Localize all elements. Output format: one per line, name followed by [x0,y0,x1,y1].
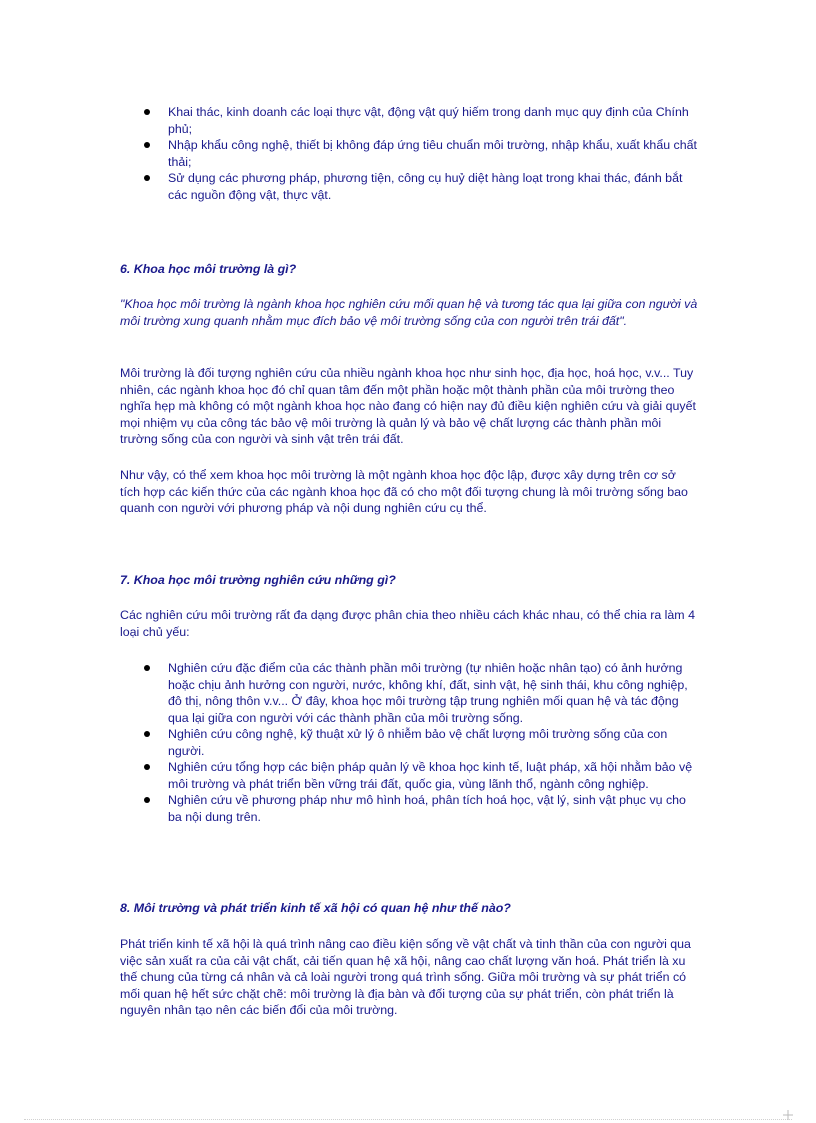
section-8-paragraph-1: Phát triển kinh tế xã hội là quá trình nâng cao điều kiện sống về vật chất và tinh thần của con người qua việc sản xuất ra của cải vật chất, cải tiến quan hệ xã hội, nâng cao chất lượng văn hoá. Phát triển là xu thế chung của từng cá nhân và cả loài người trong quá trình sống. Giữa môi trường và sự phát triển có mối quan hệ hết sức chặt chẽ: môi trường là địa bàn và đối tượng của sự phát triển, còn phát triển là nguyên nhân tạo nên các biến đổi của môi trường. [120,937,691,1017]
list-item [120,104,698,137]
bullet-icon [144,142,150,148]
bullet-icon [144,175,150,181]
bullet-icon [144,797,150,803]
section-6-quote: "Khoa học môi trường là ngành khoa học nghiên cứu mối quan hệ và tương tác qua lại giữa con người và môi trường xung quanh nhằm mục đích bảo vệ môi trường sống của con người trên trái đất". [120,297,698,328]
section-6-heading: 6. Khoa học môi trường là gì? [120,262,297,276]
section-6-paragraph-1: Môi trường là đối tượng nghiên cứu của nhiều ngành khoa học như sinh học, địa học, hoá học, v.v... Tuy nhiên, các ngành khoa học đó chỉ quan tâm đến một phần hoặc một thành phần của môi trường theo nghĩa hẹp mà không có một ngành khoa học nào đang có hiện nay đủ điều kiện nghiên cứu và giải quyết mọi nhiệm vụ của công tác bảo vệ môi trường là quản lý và bảo vệ chất lượng các thành phần môi trường sống của con người và sinh vật trên trái đất. [120,366,696,446]
list-item-text: Nghiên cứu đặc điểm của các thành phần môi trường (tự nhiên hoặc nhân tạo) có ảnh hưởng hoặc chịu ảnh hưởng con người, nước, không khí, đất, sinh vật, hệ sinh thái, khu công nghiệp, đô thị, nông thôn v.v... Ở đây, khoa học môi trường tập trung nghiên mối quan hệ và tác động qua lại giữa con người với các thành phần của môi trường sống. [168,661,688,725]
list-item [120,726,698,759]
bullet-icon [144,109,150,115]
section-7-bullet-list [120,660,698,825]
list-item-text: Nghiên cứu công nghệ, kỹ thuật xử lý ô nhiễm bảo vệ chất lượng môi trường sống của con người. [168,727,668,758]
list-item-text: Nghiên cứu về phương pháp như mô hình hoá, phân tích hoá học, vật lý, sinh vật phục vụ cho ba nội dung trên. [168,793,686,824]
list-item [120,759,698,792]
list-item [120,792,698,825]
list-item-text: Nhập khẩu công nghệ, thiết bị không đáp ứng tiêu chuẩn môi trường, nhập khẩu, xuất khẩu chất thải; [168,138,697,169]
list-item [120,170,698,203]
list-item-text: Nghiên cứu tổng hợp các biện pháp quản lý về khoa học kinh tế, luật pháp, xã hội nhằm bảo vệ môi trường và phát triển bền vững trái đất, quốc gia, vùng lãnh thổ, ngành công nghiệp. [168,760,693,791]
list-item-text: Sử dụng các phương pháp, phương tiện, công cụ huỷ diệt hàng loạt trong khai thác, đánh bắt các nguồn động vật, thực vật. [168,171,683,202]
section-6-paragraph-2: Như vậy, có thể xem khoa học môi trường là một ngành khoa học độc lập, được xây dựng trên cơ sở tích hợp các kiến thức của các ngành khoa học đã có cho một đối tượng chung là môi trường sống bao quanh con người với phương pháp và nội dung nghiên cứu cụ thể. [120,468,688,515]
list-item [120,660,698,726]
bullet-icon [144,764,150,770]
intro-bullet-list [120,104,698,203]
section-7-intro: Các nghiên cứu môi trường rất đa dạng được phân chia theo nhiều cách khác nhau, có thể chia ra làm 4 loại chủ yếu: [120,608,695,639]
list-item-text: Khai thác, kinh doanh các loại thực vật, động vật quý hiếm trong danh mục quy định của Chính phủ; [168,105,689,136]
bullet-icon [144,731,150,737]
list-item [120,137,698,170]
bullet-icon [144,665,150,671]
section-7-heading: 7. Khoa học môi trường nghiên cứu những gì? [120,573,396,587]
page-corner-icon [783,1110,793,1120]
section-8-heading: 8. Môi trường và phát triển kinh tế xã hội có quan hệ như thế nào? [120,901,511,915]
footer-divider [24,1119,792,1120]
